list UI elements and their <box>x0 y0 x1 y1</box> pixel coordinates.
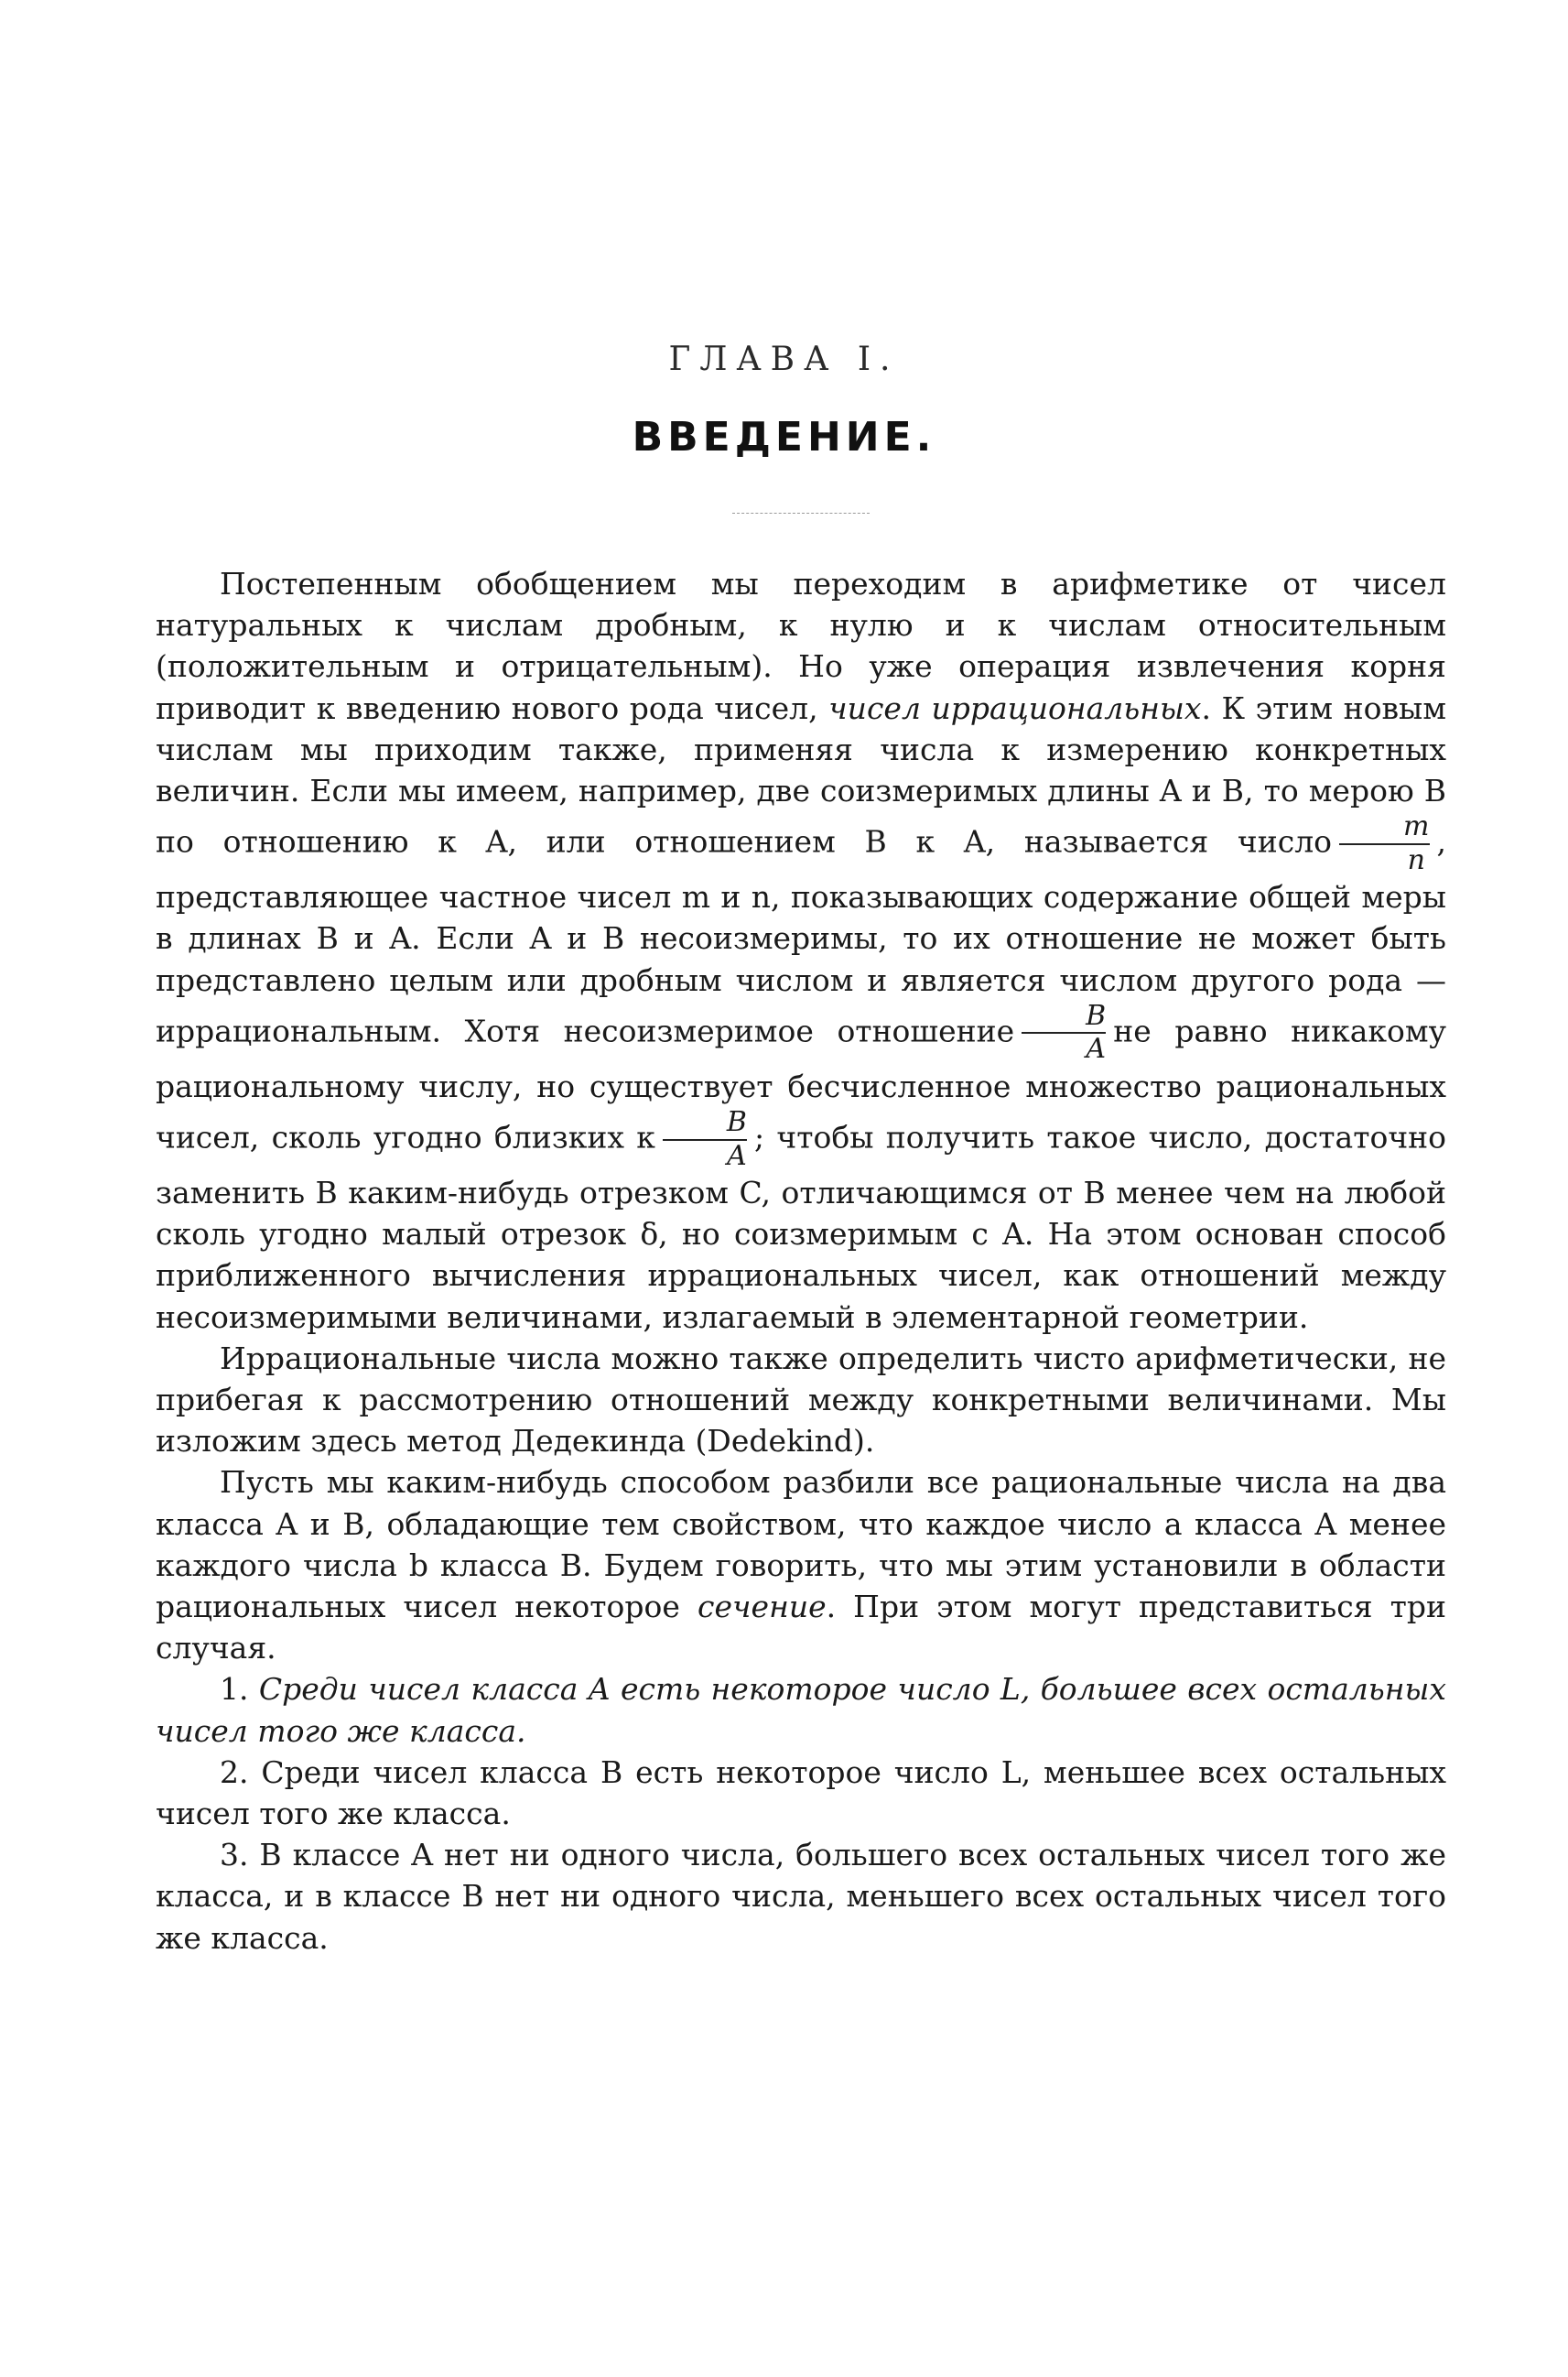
chapter-heading: ГЛАВА I. <box>668 341 900 378</box>
fraction-denominator: A <box>1022 1032 1106 1066</box>
case-2-text: Среди чисел класса B есть некоторое число L, меньшее всех остальных чисел того же класса. <box>156 1753 1446 1832</box>
case-3-number: 3. <box>220 1837 249 1873</box>
p1-text-c: , представляющее частное чисел m и n, показывающих содержание общей меры в длинах B и A. Если A и B несоизмеримы, то их отношение не может быть представлено целым или дробным числом и является числом другого рода — иррациональным. Хотя несоизмеримое отношение <box>156 823 1446 1049</box>
fraction-numerator: m <box>1403 810 1430 843</box>
p1-text-b: . К этим новым числам мы приходим также, применяя числа к измерению конкретных величин. Если мы имеем, например, две соизмеримых длины A и B, то мерою B по отношению к A, или отношением B к A, называется число <box>156 689 1446 860</box>
case-2 <box>156 1752 1446 1834</box>
p3-text-a: Пусть мы каким-нибудь способом разбили все рациональные числа на два класса A и B, обладающие тем свойством, что каждое число a класса A менее каждого числа b класса B. Будем говорить, что мы этим установили в области рациональных чисел некоторое <box>156 1464 1446 1625</box>
page-title: ВВЕДЕНИЕ. <box>632 414 936 461</box>
fraction-numerator: B <box>726 1106 747 1139</box>
fraction-m-over-n <box>1339 811 1429 876</box>
p3-term: сечение <box>697 1589 827 1625</box>
paragraph-3 <box>156 1461 1446 1668</box>
fraction-b-over-a-2 <box>663 1107 747 1172</box>
case-1-number: 1. <box>220 1671 249 1708</box>
p3-text-b: . При этом могут представиться три случая. <box>156 1589 1446 1666</box>
fraction-numerator: B <box>1086 999 1107 1032</box>
body-text <box>156 563 1446 1959</box>
fraction-denominator: n <box>1339 843 1429 877</box>
case-3 <box>156 1834 1446 1959</box>
p1-text-d: не равно никакому рациональному числу, но существует бесчисленное множество рациональных чисел, сколь угодно близких к <box>156 1013 1447 1156</box>
fraction-denominator: A <box>663 1139 747 1173</box>
paragraph-2: Иррациональные числа можно также определить чисто арифметически, не прибегая к рассмотрению отношений между конкретными величинами. Мы изложим здесь метод Дедекинда (Dedekind). <box>156 1340 1446 1460</box>
p1-text-a: Постепенным обобщением мы переходим в арифметике от чисел натуральных к числам дробным, к нулю и к числам относительным (положительным и отрицательным). Но уже операция извлечения корня приводит к введению нового рода чисел, <box>156 566 1446 726</box>
p1-term: чисел иррациональных <box>828 689 1202 726</box>
p1-text-e: ; чтобы получить такое число, достаточно заменить B каким-нибудь отрезком C, отличающимся от B менее чем на любой сколь угодно малый отрезок δ, но соизмеримым с A. На этом основан способ приближенного вычисления иррациональных чисел, как отношений между несоизмеримыми величинами, излагаемый в элементарной геометрии. <box>156 1119 1446 1335</box>
case-2-number: 2. <box>220 1753 249 1790</box>
fraction-b-over-a <box>1022 1001 1106 1066</box>
case-1 <box>156 1668 1446 1751</box>
case-1-text: Среди чисел класса A есть некоторое число L, большее всех остальных чисел того же класса. <box>156 1671 1446 1749</box>
paragraph-1 <box>156 563 1446 1338</box>
divider <box>732 513 870 514</box>
case-3-text: В классе A нет ни одного числа, большего всех остальных чисел того же класса, и в классе B нет ни одного числа, меньшего всех остальных чисел того же класса. <box>156 1837 1446 1956</box>
